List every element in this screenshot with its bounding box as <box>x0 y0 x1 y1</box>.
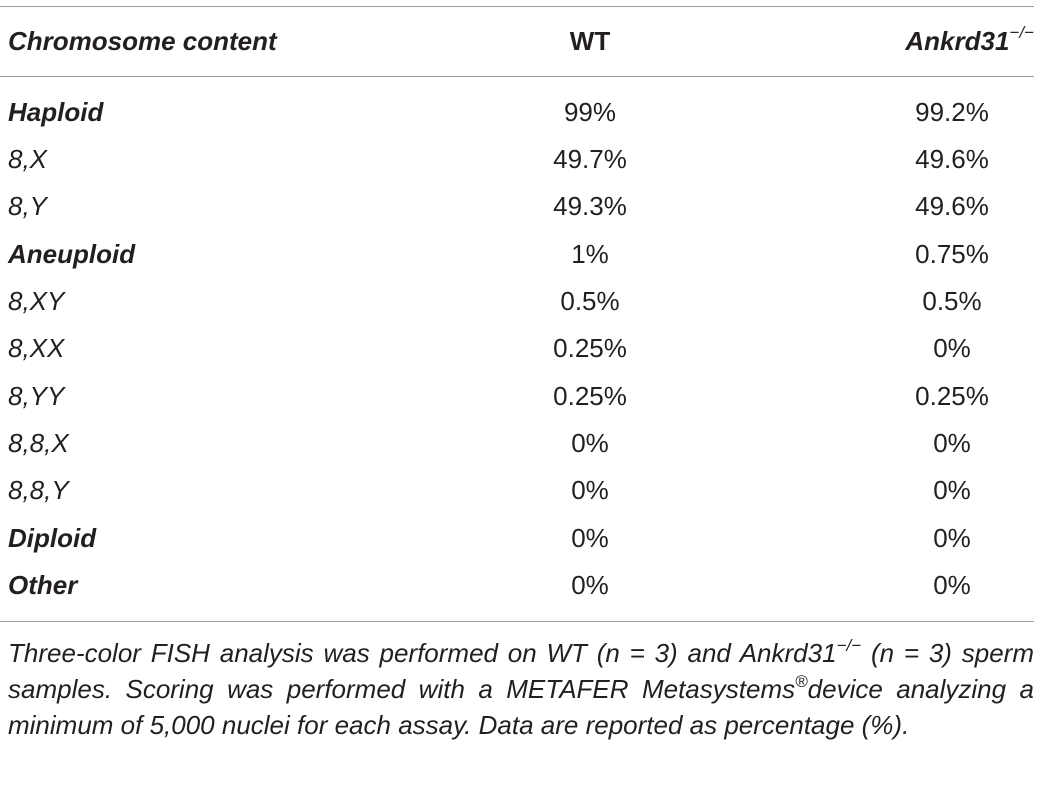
caption-part-1: Three-color FISH analysis was performed on WT (n = 3) and Ankrd31 <box>8 638 837 668</box>
row-ankrd31-value: 99.2% <box>915 97 989 127</box>
row-wt-value: 1% <box>571 239 609 269</box>
registered-mark: ® <box>795 672 808 691</box>
table-row <box>0 143 1042 190</box>
caption-superscript: −/− <box>836 636 862 655</box>
row-wt-value: 0.25% <box>553 381 627 411</box>
row-label: Other <box>8 570 78 600</box>
row-wt-value: 99% <box>563 97 617 127</box>
row-label: Diploid <box>8 523 97 553</box>
table-row <box>0 96 1042 143</box>
table-header-rule <box>0 76 1034 77</box>
row-ankrd31-value: 0% <box>933 333 971 363</box>
row-ankrd31-value: 0.25% <box>915 381 989 411</box>
row-wt-value: 0.5% <box>560 286 620 316</box>
row-label: 8,X <box>8 144 48 174</box>
row-ankrd31-value: 0% <box>933 523 971 553</box>
table-row <box>0 427 1042 474</box>
row-wt-value: 0% <box>571 570 609 600</box>
row-label: 8,8,Y <box>8 475 69 505</box>
row-wt-value: 0% <box>571 475 609 505</box>
row-ankrd31-value: 0% <box>933 475 971 505</box>
header-ankrd31 <box>905 25 1034 57</box>
table-bottom-rule <box>0 621 1034 622</box>
header-chromosome-content: Chromosome content <box>8 26 277 56</box>
caption-part-3: device analyzing a minimum of 5,000 nuclei for each assay. Data are reported as percentage (%). <box>8 674 1034 740</box>
table-row <box>0 285 1042 332</box>
row-label: 8,XY <box>8 286 65 316</box>
row-label: 8,Y <box>8 191 48 221</box>
row-label: Haploid <box>8 97 104 127</box>
caption-part-2: (n = 3) sperm samples. Scoring was performed with a METAFER Metasystems <box>8 638 1034 704</box>
row-wt-value: 0% <box>571 523 609 553</box>
row-label: Aneuploid <box>8 239 136 269</box>
header-wt: WT <box>569 26 611 56</box>
table-row <box>0 238 1042 285</box>
table-row <box>0 190 1042 237</box>
row-ankrd31-value: 0.5% <box>922 286 982 316</box>
header-ankrd31-label: Ankrd31 <box>905 26 1010 56</box>
row-wt-value: 49.7% <box>553 144 627 174</box>
row-label: 8,XX <box>8 333 65 363</box>
table-caption <box>8 635 1034 743</box>
row-wt-value: 0.25% <box>553 333 627 363</box>
row-ankrd31-value: 0.75% <box>915 239 989 269</box>
row-ankrd31-value: 0% <box>933 570 971 600</box>
row-ankrd31-value: 49.6% <box>915 191 989 221</box>
row-ankrd31-value: 0% <box>933 428 971 458</box>
table-row <box>0 474 1042 521</box>
header-ankrd31-superscript: −/− <box>1009 23 1034 42</box>
row-ankrd31-value: 49.6% <box>915 144 989 174</box>
table-row <box>0 380 1042 427</box>
table-row <box>0 569 1042 616</box>
table-top-rule <box>0 6 1034 7</box>
row-label: 8,8,X <box>8 428 69 458</box>
row-wt-value: 0% <box>571 428 609 458</box>
row-wt-value: 49.3% <box>553 191 627 221</box>
table-row <box>0 522 1042 569</box>
table-row <box>0 332 1042 379</box>
row-label: 8,YY <box>8 381 65 411</box>
